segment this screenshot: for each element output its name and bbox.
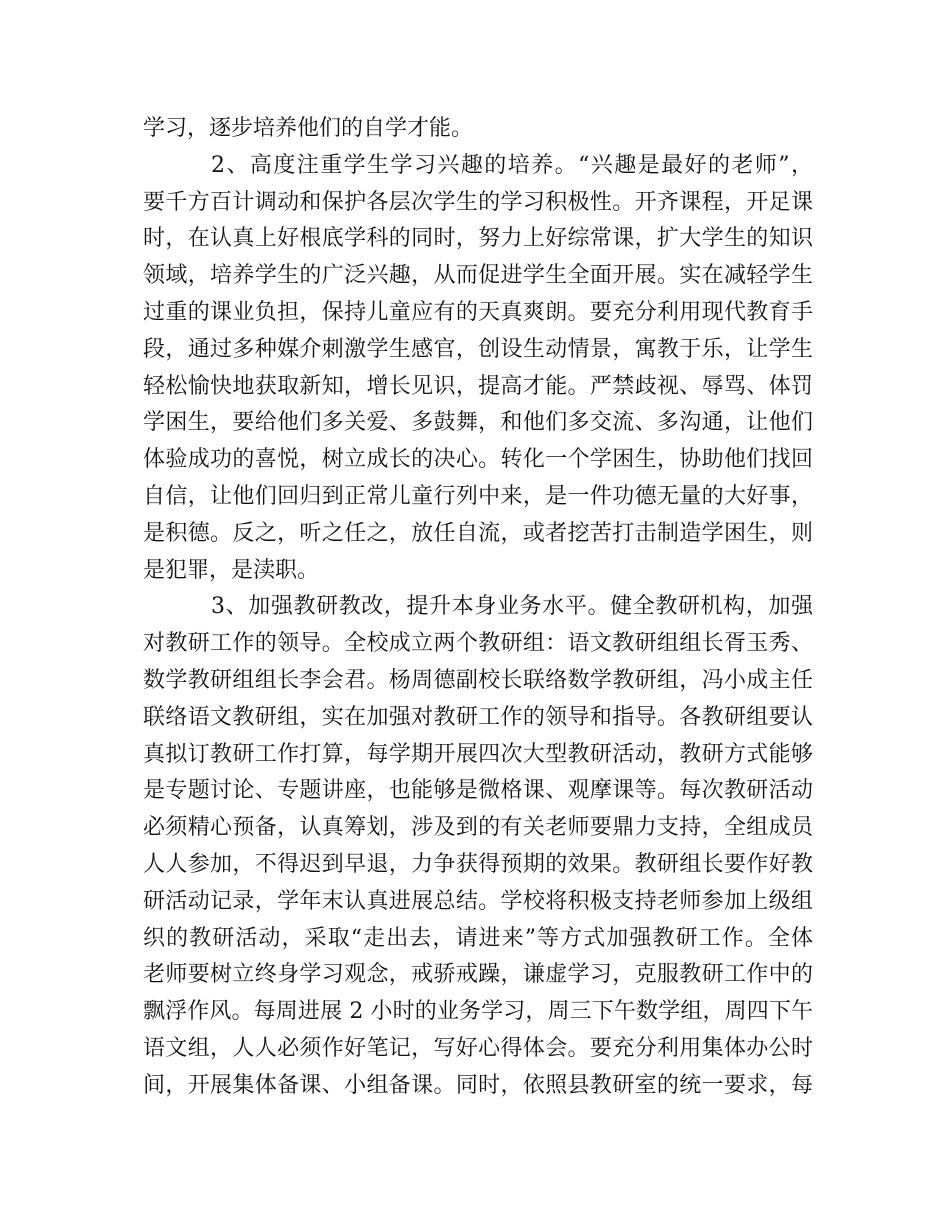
paragraph-line: 学困生，要给他们多关爱、多鼓舞，和他们多交流、多沟通，让他们 <box>143 410 813 436</box>
paragraph-line: 语文组，人人必须作好笔记，写好心得体会。要充分利用集体办公时 <box>143 1035 813 1061</box>
paragraph-line: 间，开展集体备课、小组备课。同时，依照县教研室的统一要求，每 <box>143 1072 813 1098</box>
paragraph-line: 飘浮作风。每周进展 2 小时的业务学习，周三下午数学组，周四下午 <box>143 999 813 1025</box>
paragraph-line: 是积德。反之，听之任之，放任自流，或者挖苦打击制造学困生，则 <box>143 520 813 546</box>
body-text <box>143 111 813 1105</box>
paragraph-line: 2、高度注重学生学习兴趣的培养。“兴趣是最好的老师”， <box>211 152 813 178</box>
paragraph-line: 时，在认真上好根底学科的同时，努力上好综常课，扩大学生的知识 <box>143 226 813 252</box>
paragraph-line: 领域，培养学生的广泛兴趣，从而促进学生全面开展。实在减轻学生 <box>143 263 813 289</box>
paragraph-line: 真拟订教研工作打算，每学期开展四次大型教研活动，教研方式能够 <box>143 741 813 767</box>
paragraph-line: 联络语文教研组，实在加强对教研工作的领导和指导。各教研组要认 <box>143 704 813 730</box>
paragraph-line: 对教研工作的领导。全校成立两个教研组：语文教研组组长胥玉秀、 <box>143 631 813 657</box>
paragraph-line: 轻松愉快地获取新知，增长见识，提高才能。严禁歧视、辱骂、体罚 <box>143 373 813 399</box>
paragraph-line: 过重的课业负担，保持儿童应有的天真爽朗。要充分利用现代教育手 <box>143 299 813 325</box>
paragraph-line: 自信，让他们回归到正常儿童行列中来，是一件功德无量的大好事， <box>143 483 813 509</box>
paragraph-line: 是犯罪，是渎职。 <box>143 557 320 583</box>
paragraph-line: 段，通过多种媒介刺激学生感官，创设生动情景，寓教于乐，让学生 <box>143 336 813 362</box>
paragraph-line: 是专题讨论、专题讲座，也能够是微格课、观摩课等。每次教研活动 <box>143 778 813 804</box>
paragraph-line: 数学教研组组长李会君。杨周德副校长联络数学教研组，冯小成主任 <box>143 667 813 693</box>
paragraph-line: 研活动记录，学年末认真进展总结。学校将积极支持老师参加上级组 <box>143 888 813 914</box>
paragraph-line: 人人参加，不得迟到早退，力争获得预期的效果。教研组长要作好教 <box>143 851 813 877</box>
paragraph-line: 要千方百计调动和保护各层次学生的学习积极性。开齐课程，开足课 <box>143 189 813 215</box>
paragraph-line: 3、加强教研教改，提升本身业务水平。健全教研机构，加强 <box>211 594 813 620</box>
paragraph-line: 学习，逐步培养他们的自学才能。 <box>143 116 474 141</box>
paragraph-line: 织的教研活动，采取“走出去，请进来”等方式加强教研工作。全体 <box>143 925 813 951</box>
paragraph-line: 体验成功的喜悦，树立成长的决心。转化一个学困生，协助他们找回 <box>143 447 813 473</box>
paragraph-line: 必须精心预备，认真筹划，涉及到的有关老师要鼎力支持，全组成员 <box>143 815 813 841</box>
paragraph-line: 老师要树立终身学习观念，戒骄戒躁，谦虚学习，克服教研工作中的 <box>143 962 813 988</box>
